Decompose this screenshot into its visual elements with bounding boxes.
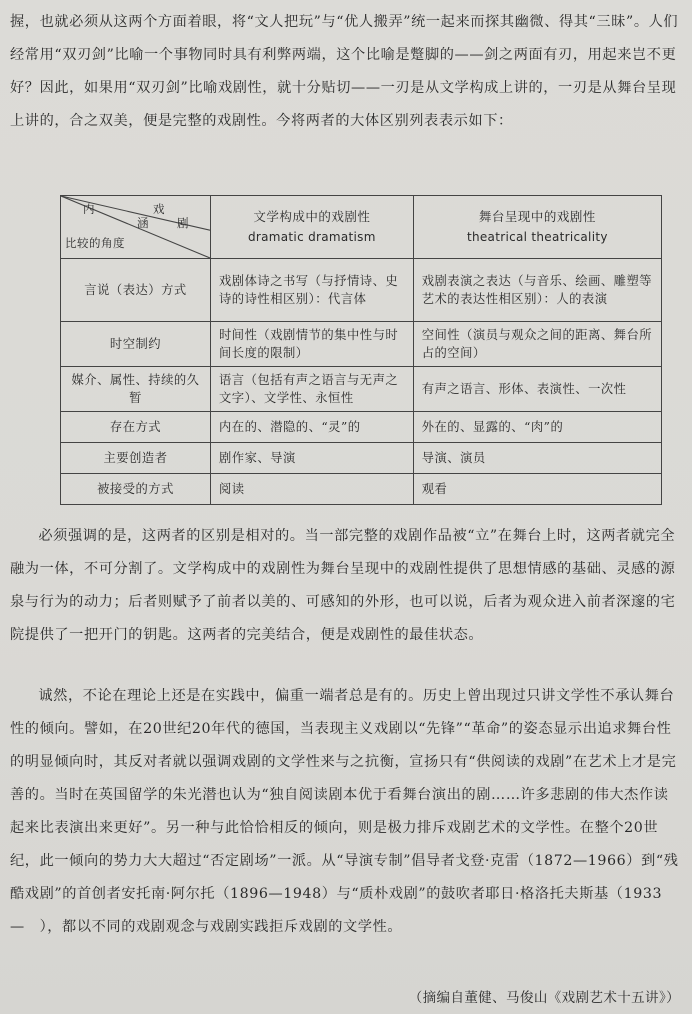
table-row xyxy=(61,367,662,412)
row-label: 时空制约 xyxy=(61,322,211,367)
row-literary-cell: 戏剧体诗之书写（与抒情诗、史诗的诗性相区别）：代言体 xyxy=(211,259,414,322)
table-row xyxy=(61,322,662,367)
intro-text: 握，也就必须从这两个方面着眼，将“文人把玩”与“优人搬弄”统一起来而探其幽微、得其“三昧”。人们经常用“双刃剑”比喻一个事物同时具有利弊两端，这个比喻是蹩脚的——剑之两面有刃，用起来岂不更好？因此，如果用“双刃剑”比喻戏剧性，就十分贴切——一刃是从文学构成上讲的，一刃是从舞台呈现上讲的，合之双美，便是完整的戏剧性。今将两者的大体区别列表表示如下： xyxy=(10,14,679,129)
row-literary-cell: 剧作家、导演 xyxy=(211,443,414,474)
corner-label-han: 涵 xyxy=(137,216,149,230)
table-corner-cell xyxy=(61,196,211,259)
table-row xyxy=(61,443,662,474)
intro-paragraph xyxy=(10,6,682,138)
comparison-table xyxy=(60,195,662,505)
row-literary-cell: 语言（包括有声之语言与无声之文字）、文学性、永恒性 xyxy=(211,367,414,412)
column-header-stage xyxy=(413,196,661,259)
paragraph-2 xyxy=(10,520,682,652)
table-row xyxy=(61,474,662,505)
corner-label-ju: 剧 xyxy=(177,216,189,230)
paragraph-2-text: 必须强调的是，这两者的区别是相对的。当一部完整的戏剧作品被“立”在舞台上时，这两者就完全融为一体，不可分割了。文学构成中的戏剧性为舞台呈现中的戏剧性提供了思想情感的基础、灵感的源泉与行为的动力；后者则赋予了前者以美的、可感知的外形，也可以说，后者为观众进入前者深邃的宅院提供了一把开门的钥匙。这两者的完美结合，便是戏剧性的最佳状态。 xyxy=(10,528,676,643)
row-stage-cell: 观看 xyxy=(413,474,661,505)
table-row xyxy=(61,412,662,443)
row-label: 主要创造者 xyxy=(61,443,211,474)
row-stage-cell: 有声之语言、形体、表演性、一次性 xyxy=(413,367,661,412)
row-label: 被接受的方式 xyxy=(61,474,211,505)
column-header-literary-en: dramatic dramatism xyxy=(247,230,376,244)
row-stage-cell: 导演、演员 xyxy=(413,443,661,474)
row-label: 言说（表达）方式 xyxy=(61,259,211,322)
row-label: 存在方式 xyxy=(61,412,211,443)
column-header-literary-zh: 文学构成中的戏剧性 xyxy=(253,209,371,224)
table-header-row xyxy=(61,196,662,259)
corner-label-nei: 内 xyxy=(83,202,95,216)
row-stage-cell: 空间性（演员与观众之间的距离、舞台所占的空间） xyxy=(413,322,661,367)
corner-label-angle: 比较的角度 xyxy=(65,236,125,250)
column-header-literary xyxy=(211,196,414,259)
row-literary-cell: 内在的、潜隐的、“灵”的 xyxy=(211,412,414,443)
row-literary-cell: 阅读 xyxy=(211,474,414,505)
table-row xyxy=(61,259,662,322)
row-stage-cell: 戏剧表演之表达（与音乐、绘画、雕塑等艺术的表达性相区别）：人的表演 xyxy=(413,259,661,322)
corner-label-xi: 戏 xyxy=(153,202,165,216)
source-citation: （摘编自董健、马俊山《戏剧艺术十五讲》） xyxy=(408,990,680,1006)
column-header-stage-en: theatrical theatricality xyxy=(466,230,608,244)
paragraph-3-text: 诚然，不论在理论上还是在实践中，偏重一端者总是有的。历史上曾出现过只讲文学性不承认舞台性的倾向。譬如，在20世纪20年代的德国，当表现主义戏剧以“先锋”“革命”的姿态显示出追求舞台性的明显倾向时，其反对者就以强调戏剧的文学性来与之抗衡，宣扬只有“供阅读的戏剧”在艺术上才是完善的。当时在英国留学的朱光潜也认为“独自阅读剧本优于看舞台演出的剧……许多悲剧的伟大杰作读起来比表演出来更好”。另一种与此恰恰相反的倾向，则是极力排斥戏剧艺术的文学性。在整个20世纪，此一倾向的势力大大超过“否定剧场”一派。从“导演专制”倡导者戈登·克雷（1872—1966）到“残酷戏剧”的首创者安托南·阿尔托（1896—1948）与“质朴戏剧”的鼓吹者耶日·格洛托夫斯基（1933— ），都以不同的戏剧观念与戏剧实践拒斥戏剧的文学性。 xyxy=(10,688,679,935)
column-header-stage-zh: 舞台呈现中的戏剧性 xyxy=(478,209,596,224)
paragraph-3 xyxy=(10,680,682,944)
row-literary-cell: 时间性（戏剧情节的集中性与时间长度的限制） xyxy=(211,322,414,367)
row-stage-cell: 外在的、显露的、“肉”的 xyxy=(413,412,661,443)
row-label: 媒介、属性、持续的久暂 xyxy=(61,367,211,412)
